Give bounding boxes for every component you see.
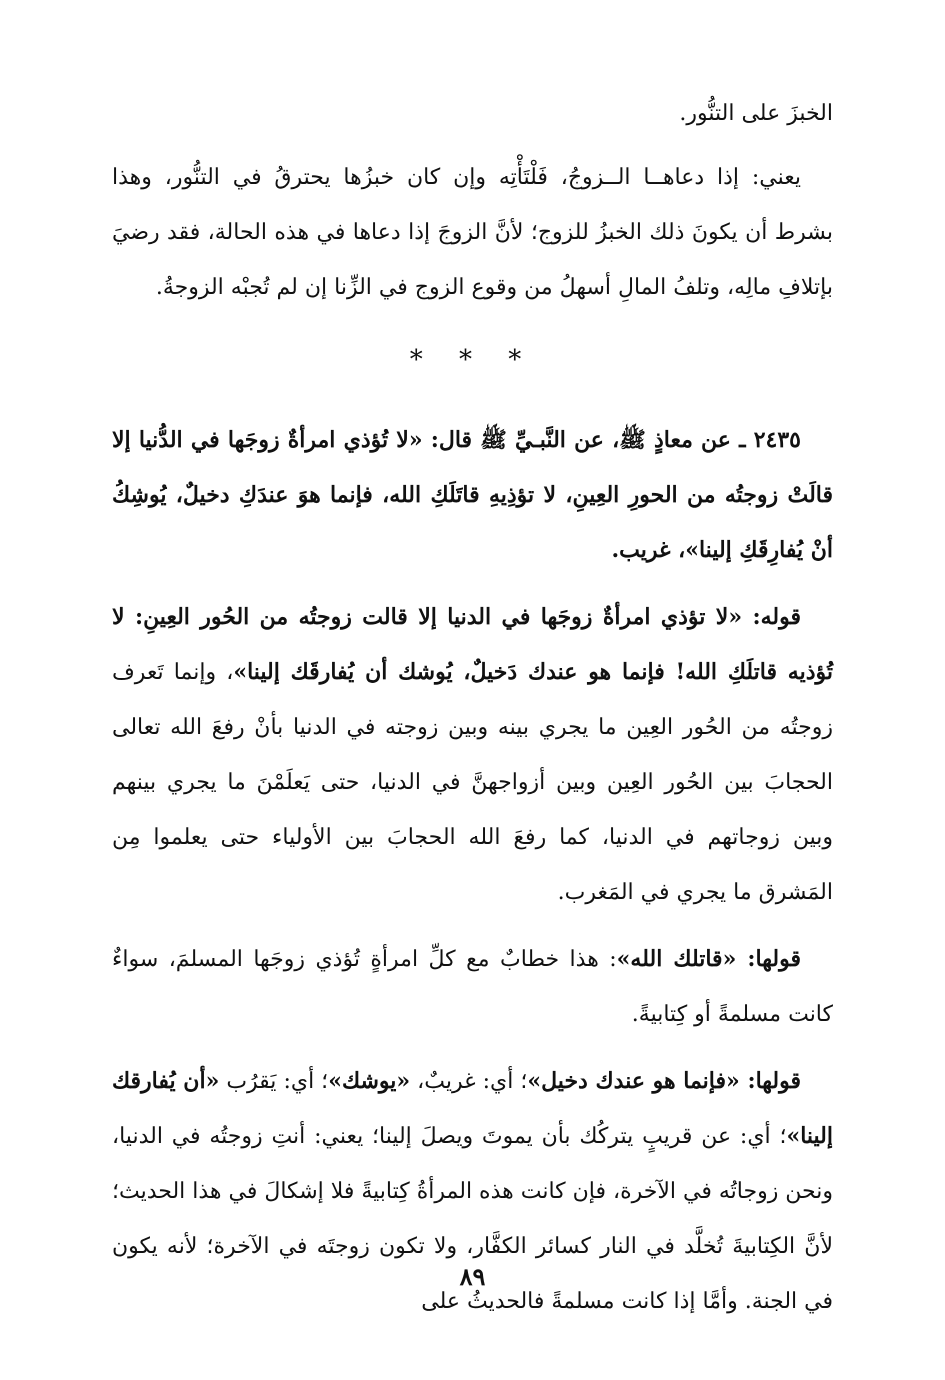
section-separator: * * * [409,345,536,375]
explanation-text: : هذا خطابٌ مع كلِّ امرأةٍ تُؤذي زوجَها المسلمَ، سواءٌ كانت مسلمةً أو كِتابيةً. [112,947,833,1027]
quote-bold: «يوشك» [328,1068,411,1094]
explanation-text: ؛ أي: يَقرُب [219,1069,329,1094]
quote-bold: «أن يُفارقك إلينا» [112,1068,833,1149]
explanation-text: ، وإنما تَعرف زوجتُه من الحُور العِين ما يجري بينه وبين زوجته في الدنيا بأنْ رفعَ الله تعالى الحجابَ بين الحُور العِين وبين أزواجهنَّ في الدنيا، حتى يَعلَمْنَ ما يجري بينهم وبين زوجاتهم في الدنيا، كما رفعَ الله الحجابَ بين الأولياء حتى يعلموا مِن المَشرق ما يجري في المَغرب. [112,660,833,905]
quote-bold: قوله: «لا تؤذي امرأةٌ زوجَها في الدنيا إلا قالت زوجتُه من الحُور العِينِ: لا تُؤذيه قاتلَكِ الله! فإنما هو عندك دَخيلٌ، يُوشك أن يُفارقَك إلينا» [112,604,833,685]
quote-bold: قولها: «فإنما هو عندك دخيل» [527,1068,801,1094]
paragraph-continuation: الخبزَ على التنُّور. [679,101,833,126]
explanation-text: ؛ أي: عن قريبٍ يتركُك بأن يموتَ ويصلَ إلينا؛ يعني: أنتِ زوجتُه في الدنيا، ونحن زوجاتُه في الآخرة، فإن كانت هذه المرأةُ كِتابيةً فلا إشكالَ في هذا الحديث؛ لأنَّ الكِتابيةَ تُخلَّد في النار كسائر الكفَّار، ولا تكون زوجتَه في الآخرة؛ لأنه يكون في الجنة. وأمَّا إذا كانت مسلمةً فالحديثُ على [111,1124,833,1314]
paragraph-commentary: يعني: إذا دعاهــا الــزوجُ، فَلْتَأْتِه وإن كان خبزُها يحترقُ في التنُّور، وهذا بشرط أن يكونَ ذلك الخبزُ للزوج؛ لأنَّ الزوجَ إذا دعاها في هذه الحالة، فقد رضيَ بإتلافِ مالِه، وتلفُ المالِ أسهلُ من وقوع الزوج في الزِّنا إن لم تُجبْه الزوجةُ. [112,165,833,300]
page-number: ٨٩ [459,1262,486,1291]
paragraph-explanation [112,590,833,920]
quote-bold: قولها: «قاتلك الله» [616,946,801,972]
page-body [112,86,833,1329]
hadith-text: ٢٤٣٥ ـ عن معاذٍ ﷺ، عن النَّبـيِّ ﷺ قال: «لا تُؤذي امرأةٌ زوجَها في الدُّنيا إلا قالَتْ زوجتُه من الحورِ العِينِ، لا تؤذِيهِ قاتَلَكِ الله، فإنما هوَ عندَكِ دخيلٌ، يُوشِكُ أنْ يُفارِقَكِ إلينا»، غريب. [112,427,833,563]
explanation-text: ؛ أي: غريبٌ، [410,1069,528,1094]
paragraph-qawluha-1 [112,932,833,1042]
